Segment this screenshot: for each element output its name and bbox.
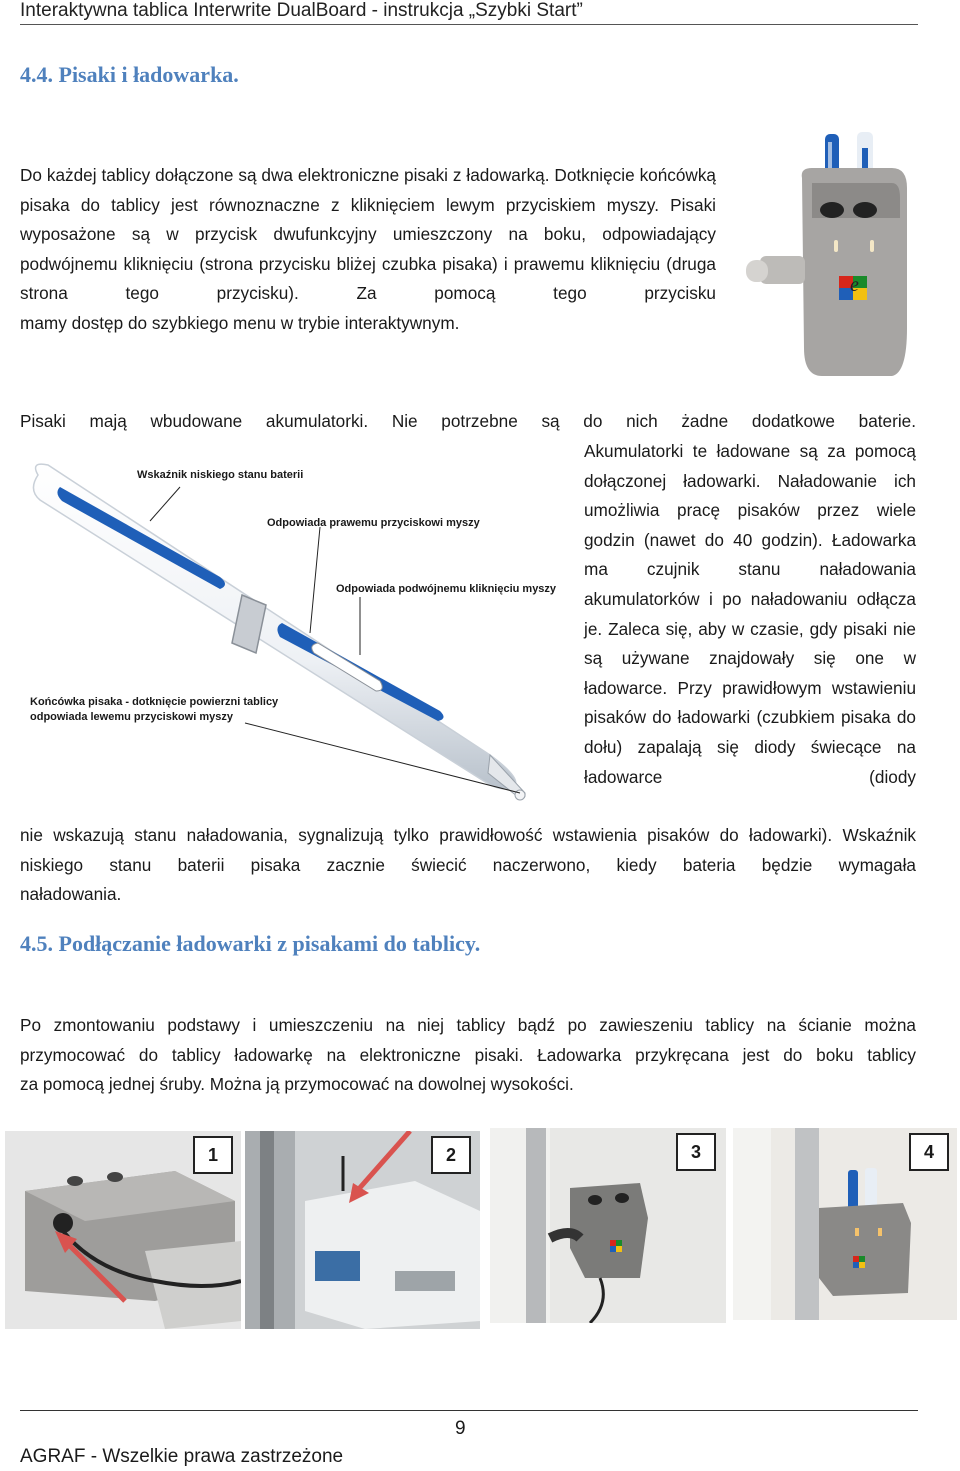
section-heading-4-5: 4.5. Podłączanie ładowarki z pisakami do tablicy. [20, 931, 481, 956]
photo-number-1: 1 [193, 1136, 233, 1174]
paragraph-batteries-right: Akumulatorki te ładowane są za pomocą dołączonej ładowarki. Naładowanie ich umożliwia pracę pisaków przez wiele godzin (nawet do 40 godzin). Ładowarka ma czujnik stanu naładowania akumulatorków i po naładowaniu odłącza je. Zaleca się, aby w czasie, gdy pisaki nie są używane znajdowały się one w ładowarce. Przy prawidłowym wstawieniu pisaków do ładowarki (czubkiem pisaka do dołu) zapalają się diody świecące na ładowarce (diody [584, 441, 916, 787]
svg-text:e: e [850, 274, 859, 296]
charger-image [742, 128, 920, 380]
pen-illustration [20, 455, 575, 810]
paragraph-charger-mount-last: za pomocą jednej śruby. Można ją przymocować na dowolnej wysokości. [20, 1074, 574, 1095]
footer-divider [20, 1410, 918, 1411]
photo-step-1 [5, 1131, 241, 1329]
paragraph-batteries-continued-body: nie wskazują stanu naładowania, sygnalizują tylko prawidłowość wstawienia pisaków do ładowarki). Wskaźnik niskiego stanu baterii pisaka zacznie świecić naczerwono, kiedy bateria będzie wymagała [20, 825, 916, 875]
photo-number-2: 2 [431, 1136, 471, 1174]
photo-number-4: 4 [909, 1133, 949, 1171]
page-number: 9 [455, 1418, 466, 1439]
photo-step-2 [245, 1131, 480, 1329]
paragraph-pens-intro [20, 161, 716, 339]
photo-number-3: 3 [676, 1133, 716, 1171]
paragraph-batteries-continued [20, 821, 916, 910]
footer-copyright: AGRAF - Wszelkie prawa zastrzeżone [20, 1446, 344, 1467]
paragraph-pens-intro-last: mamy dostęp do szybkiego menu w trybie interaktywnym. [20, 312, 460, 333]
label-battery-indicator: Wskaźnik niskiego stanu baterii [137, 469, 304, 481]
photo-step-3 [490, 1128, 726, 1323]
page-header: Interaktywna tablica Interwrite DualBoard - instrukcja „Szybki Start” [20, 0, 918, 25]
section-heading-4-4: 4.4. Pisaki i ładowarka. [20, 62, 239, 87]
paragraph-charger-mount-body: Po zmontowaniu podstawy i umieszczeniu na niej tablicy bądź po zawieszeniu tablicy na ścianie można przymocować do tablicy ładowarkę na elektroniczne pisaki. Ładowarka przykręcana jest do boku tablicy [20, 1015, 916, 1065]
paragraph-pens-intro-body: Do każdej tablicy dołączone są dwa elektroniczne pisaki z ładowarką. Dotknięcie końcówką pisaka do tablicy jest równoznaczne z kliknięciem lewym przyciskiem myszy. Pisaki wyposażone są w przycisk dwufunkcyjny umieszczony na boku, odpowiadający podwójnemu kliknięciu (strona przycisku bliżej czubka pisaka) i prawemu kliknięciu (druga strona tego przycisku). Za pomocą tego przycisku [20, 165, 716, 304]
label-right-click: Odpowiada prawemu przyciskowi myszy [267, 517, 480, 529]
paragraph-charger-mount [20, 1011, 916, 1100]
label-tip-line2: odpowiada lewemu przyciskowi myszy [30, 711, 233, 723]
label-double-click: Odpowiada podwójnemu kliknięciu myszy [336, 583, 557, 595]
photo-step-4 [733, 1128, 957, 1320]
paragraph-batteries-continued-last: naładowania. [20, 884, 122, 905]
label-tip-line1: Końcówka pisaka - dotknięcie powierzni tablicy [30, 696, 279, 708]
paragraph-batteries-line1: Pisaki mają wbudowane akumulatorki. Nie potrzebne są do nich żadne dodatkowe baterie. [20, 411, 916, 431]
